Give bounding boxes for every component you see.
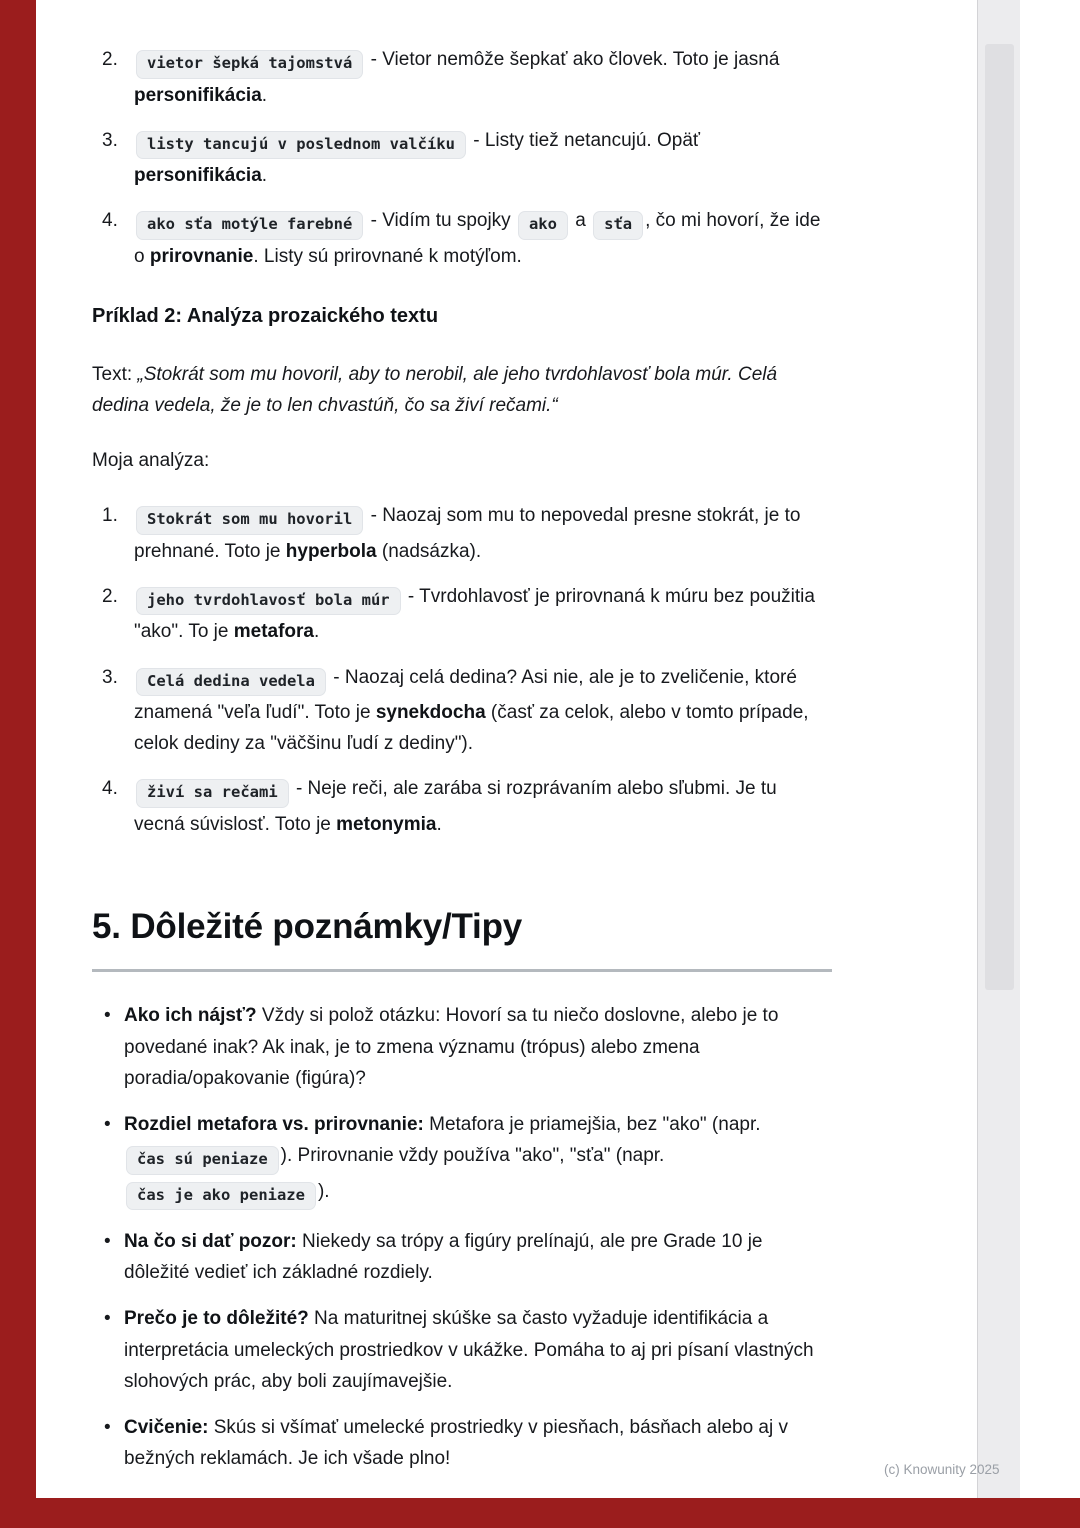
text-run: a bbox=[575, 210, 586, 232]
term-bold: Prečo je to dôležité? bbox=[124, 1308, 309, 1330]
text-run: ). Prirovnanie vždy používa "ako", "sťa" (napr. bbox=[280, 1145, 665, 1167]
inline-code-chip: ako bbox=[518, 211, 568, 240]
list-item-content bbox=[134, 125, 832, 192]
scrollbar-thumb[interactable] bbox=[985, 44, 1014, 990]
bullet-content bbox=[124, 1412, 832, 1474]
text-run: Na maturitnej skúške sa často vyžaduje identifikácia a interpretácia umeleckých prostriedkov v ukážke. Pomáha to aj pri písaní vlastných slohových prác, aby boli zaujímavejšie. bbox=[124, 1308, 814, 1392]
text-run: . bbox=[436, 813, 442, 835]
section-divider bbox=[92, 969, 832, 972]
page-accent-bottom-bar bbox=[0, 1498, 1080, 1528]
text-run: Vždy si polož otázku: Hovorí sa tu niečo doslovne, alebo je to povedané inak? Ak inak, je to zmena významu (trópus) alebo zmena poradia/opakovanie (figúra)? bbox=[124, 1005, 779, 1089]
term-bold: Na čo si dať pozor: bbox=[124, 1231, 297, 1253]
inline-code-chip: Stokrát som mu hovoril bbox=[136, 506, 363, 535]
term-bold: personifikácia bbox=[134, 165, 262, 187]
quote-text: „Stokrát som mu hovoril, aby to nerobil, ale jeho tvrdohlavosť bola múr. Celá dedina vedela, že je to len chvastúň, čo sa živí rečami.“ bbox=[92, 363, 778, 416]
bullet-content bbox=[124, 1000, 832, 1093]
ordered-list-poem-analysis bbox=[92, 44, 832, 272]
term-bold: metonymia bbox=[336, 813, 437, 835]
bullet-item bbox=[92, 1000, 832, 1093]
text-run: - Vidím tu spojky bbox=[370, 210, 516, 232]
list-item bbox=[92, 662, 832, 760]
page-accent-left-bar bbox=[0, 0, 36, 1528]
term-bold: prirovnanie bbox=[149, 245, 254, 267]
list-item bbox=[92, 44, 832, 111]
text-run: - Tvrdohlavosť je prirovnaná k múru bez použitia "ako". To je bbox=[134, 585, 815, 643]
list-item bbox=[92, 125, 832, 192]
term-bold: hyperbola bbox=[285, 540, 377, 562]
list-item-content bbox=[134, 44, 832, 111]
text-run: . bbox=[261, 84, 268, 106]
text-run: . bbox=[261, 165, 268, 187]
list-item-number: 2. bbox=[102, 585, 118, 607]
copyright-watermark: (c) Knowunity 2025 bbox=[884, 1462, 1000, 1477]
inline-code-chip: listy tancujú v poslednom valčíku bbox=[136, 131, 466, 160]
bullet-item bbox=[92, 1412, 832, 1474]
inline-code-chip: živí sa rečami bbox=[136, 779, 289, 808]
list-item bbox=[92, 581, 832, 648]
text-run: Skús si všímať umelecké prostriedky v piesňach, básňach alebo aj v bežných reklamách. Je ich všade plno! bbox=[124, 1416, 788, 1469]
list-item-content bbox=[134, 581, 832, 648]
example2-text-paragraph bbox=[92, 359, 832, 421]
term-bold: Ako ich nájsť? bbox=[124, 1005, 257, 1027]
term-bold: Cvičenie: bbox=[124, 1416, 209, 1438]
text-label: Text: bbox=[92, 363, 138, 385]
list-item-content bbox=[134, 773, 832, 840]
inline-code-chip: sťa bbox=[593, 211, 643, 240]
ordered-list-prose-analysis bbox=[92, 500, 832, 840]
tips-bullet-list bbox=[92, 1000, 832, 1474]
bullet-item bbox=[92, 1109, 832, 1211]
term-bold: synekdocha bbox=[375, 702, 486, 724]
list-item-number: 2. bbox=[102, 49, 118, 70]
inline-code-chip: jeho tvrdohlavosť bola múr bbox=[136, 587, 401, 616]
text-run: , čo mi hovorí, že ide o bbox=[134, 210, 821, 267]
text-run: Metafora je priamejšia, bez "ako" (napr. bbox=[423, 1113, 761, 1135]
text-run: - Vietor nemôže šepkať ako človek. Toto je jasná bbox=[370, 49, 780, 70]
list-item-number: 3. bbox=[102, 129, 118, 151]
list-item-content bbox=[134, 500, 832, 567]
inline-code-chip: čas sú peniaze bbox=[126, 1146, 279, 1175]
text-run: ). bbox=[317, 1180, 330, 1202]
text-run: . Listy sú prirovnané k motýľom. bbox=[253, 245, 522, 267]
list-item bbox=[92, 500, 832, 567]
text-run: - Naozaj som mu to nepovedal presne stokrát, je to prehnané. Toto je bbox=[134, 505, 801, 562]
text-run: - Neje reči, ale zarába si rozprávaním alebo sľubmi. Je tu vecná súvislosť. Toto je bbox=[134, 778, 777, 835]
term-bold: metafora bbox=[233, 621, 314, 643]
bullet-glyph: • bbox=[104, 1113, 111, 1135]
list-item bbox=[92, 205, 832, 272]
text-run: - Listy tiež netancujú. Opäť bbox=[473, 129, 701, 151]
bullet-glyph: • bbox=[104, 1231, 111, 1253]
bullet-glyph: • bbox=[104, 1416, 111, 1438]
document-content bbox=[92, 44, 832, 1489]
list-item-content bbox=[134, 205, 832, 272]
bullet-item bbox=[92, 1226, 832, 1288]
list-item-number: 1. bbox=[102, 505, 118, 527]
scrollbar-track[interactable] bbox=[977, 0, 1020, 1498]
text-run: (časť za celok, alebo v tomto prípade, celok dediny za "väčšinu ľudí z dediny"). bbox=[134, 702, 809, 755]
inline-code-chip: čas je ako peniaze bbox=[126, 1182, 316, 1211]
inline-code-chip: ako sťa motýle farebné bbox=[136, 211, 363, 240]
bullet-item bbox=[92, 1303, 832, 1396]
term-bold: Rozdiel metafora vs. prirovnanie: bbox=[124, 1113, 424, 1135]
list-item-number: 4. bbox=[102, 210, 118, 232]
inline-code-chip: vietor šepká tajomstvá bbox=[136, 50, 363, 79]
list-item-number: 3. bbox=[102, 666, 118, 688]
bullet-content bbox=[124, 1303, 832, 1396]
bullet-glyph: • bbox=[104, 1005, 111, 1027]
section5-heading: 5. Dôležité poznámky/Tipy bbox=[92, 907, 523, 947]
term-bold: personifikácia bbox=[134, 84, 262, 106]
example2-heading: Príklad 2: Analýza prozaického textu bbox=[92, 304, 439, 327]
bullet-content bbox=[124, 1109, 832, 1211]
text-run: Niekedy sa trópy a figúry prelínajú, ale pre Grade 10 je dôležité vedieť ich základné rozdiely. bbox=[124, 1231, 763, 1284]
bullet-content bbox=[124, 1226, 832, 1288]
inline-code-chip: Celá dedina vedela bbox=[136, 668, 326, 697]
list-item-content bbox=[134, 662, 832, 760]
text-run: - Naozaj celá dedina? Asi nie, ale je to zveličenie, ktoré znamená "veľa ľudí". Toto je bbox=[134, 666, 797, 724]
text-run: . bbox=[314, 621, 320, 643]
list-item-number: 4. bbox=[102, 778, 118, 800]
analysis-label: Moja analýza: bbox=[92, 450, 210, 472]
bullet-glyph: • bbox=[104, 1308, 111, 1330]
list-item bbox=[92, 773, 832, 840]
text-run: (nadsázka). bbox=[376, 540, 482, 562]
